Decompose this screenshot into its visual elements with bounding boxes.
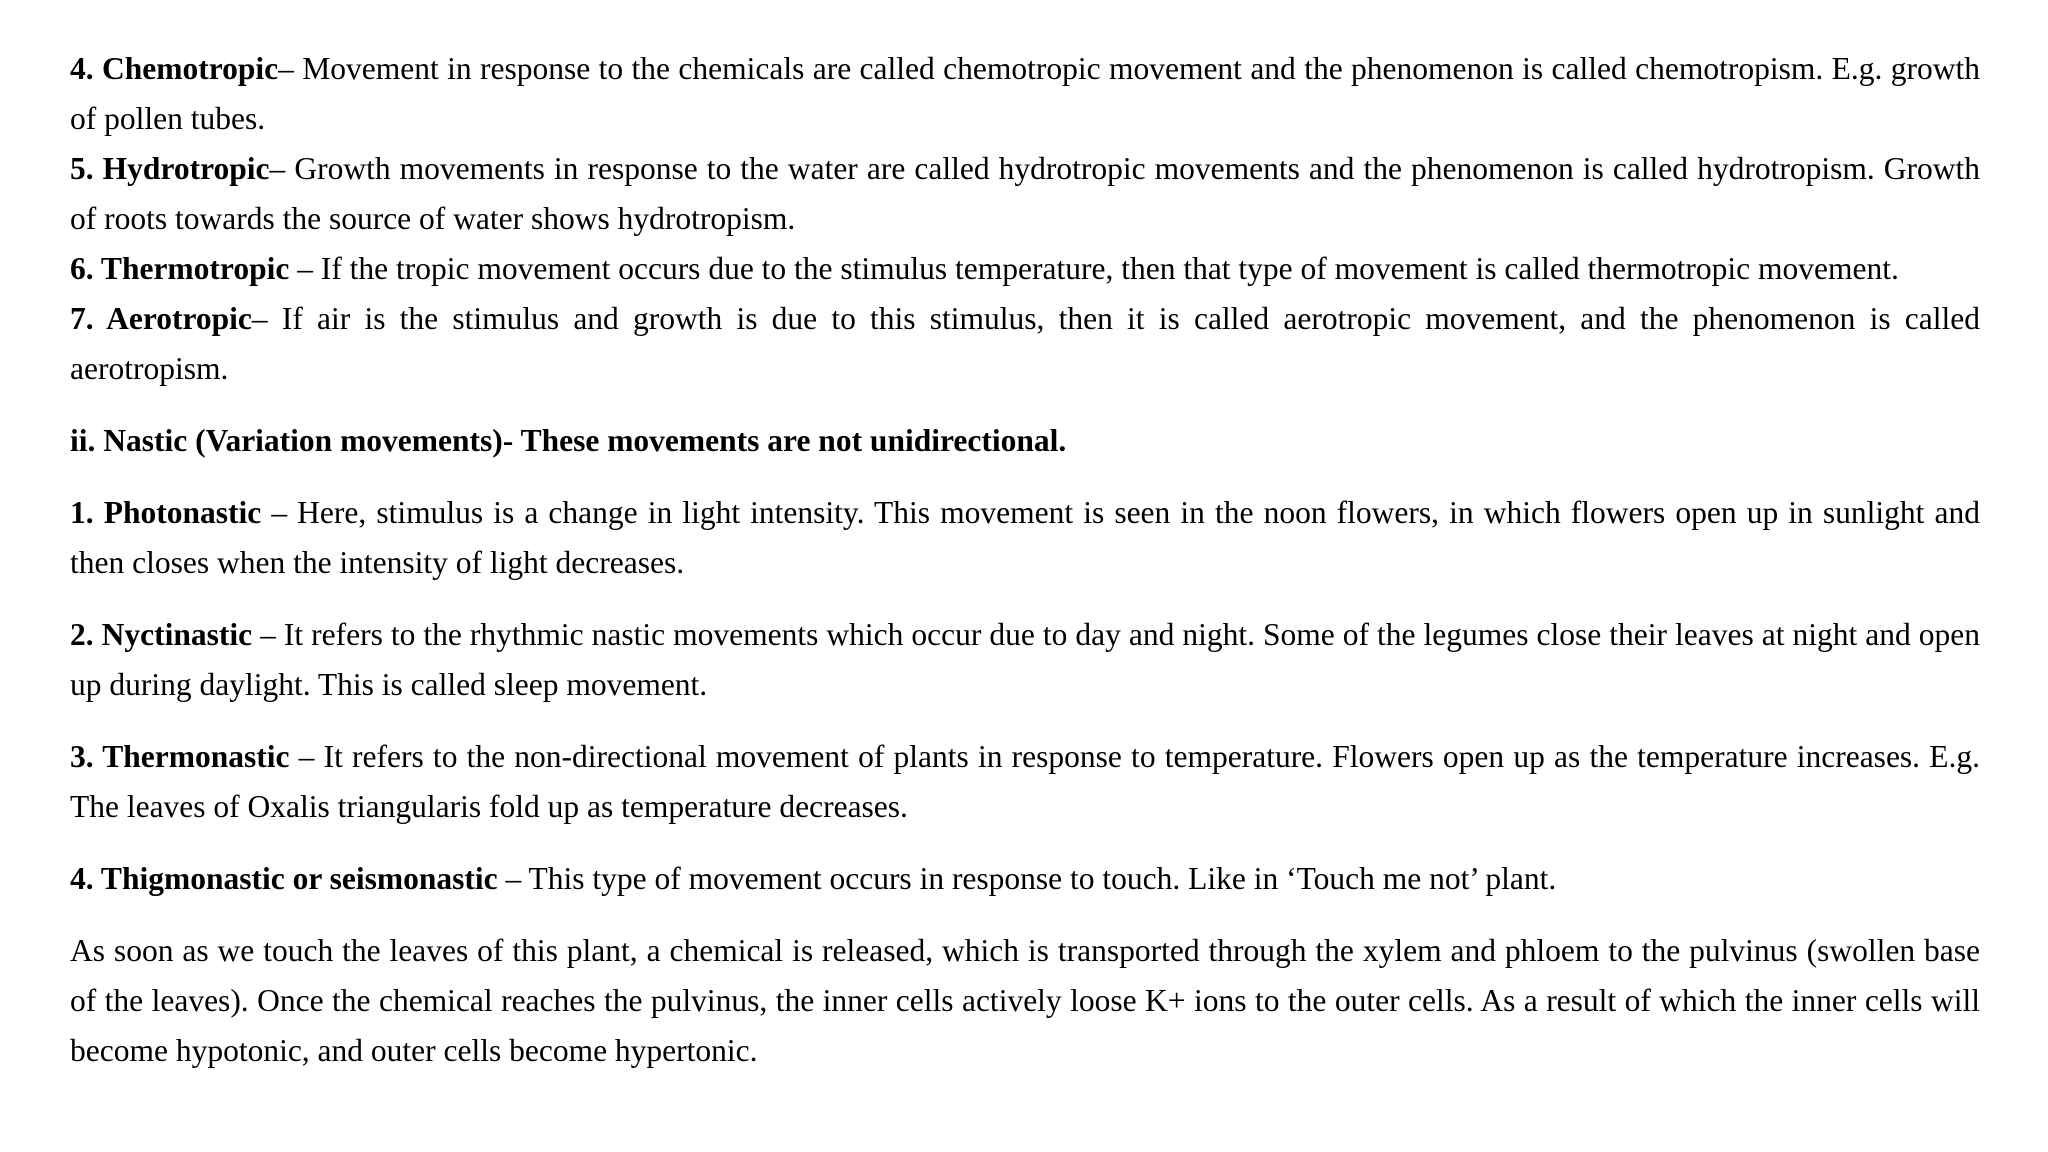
photonastic-description: – Here, stimulus is a change in light intensity. This movement is seen in the noon flowers, in which flowers open up in sunlight and then closes when the intensity of light decreases. — [70, 495, 1981, 580]
aerotropic-paragraph — [70, 294, 1980, 394]
hydrotropic-term: 5. Hydrotropic — [70, 151, 270, 186]
hydrotropic-description: – Growth movements in response to the water are called hydrotropic movements and the phenomenon is called hydrotropism. Growth of roots towards the source of water shows hydrotropism. — [70, 151, 1981, 236]
hydrotropic-paragraph — [70, 144, 1980, 244]
thigmonastic-term: 4. Thigmonastic or seismonastic — [70, 861, 498, 896]
thermotropic-paragraph — [70, 244, 1980, 294]
nastic-section-heading: ii. Nastic (Variation movements)- These movements are not unidirectional. — [70, 423, 1067, 458]
touch-mechanism-paragraph: As soon as we touch the leaves of this plant, a chemical is released, which is transported through the xylem and phloem to the pulvinus (swollen base of the leaves). Once the chemical reaches the pulvinus, the inner cells actively loose K+ ions to the outer cells. As a result of which the inner cells will become hypotonic, and outer cells become hypertonic. — [70, 933, 1980, 1068]
chemotropic-description: – Movement in response to the chemicals are called chemotropic movement and the phenomenon is called chemotropism. E.g. growth of pollen tubes. — [70, 51, 1980, 136]
chemotropic-paragraph — [70, 44, 1980, 144]
thigmonastic-description: – This type of movement occurs in response to touch. Like in ‘Touch me not’ plant. — [497, 861, 1557, 896]
thigmonastic-paragraph — [70, 854, 1980, 904]
thermotropic-term: 6. Thermotropic — [70, 251, 290, 286]
document-page — [70, 44, 1980, 1076]
chemotropic-term: 4. Chemotropic — [70, 51, 279, 86]
photonastic-term: 1. Photonastic — [70, 495, 262, 530]
thermonastic-description: – It refers to the non-directional movement of plants in response to temperature. Flowers open up as the temperature increases. E.g. The leaves of Oxalis triangularis fold up as temperature decreases. — [70, 739, 1980, 824]
aerotropic-description: – If air is the stimulus and growth is due to this stimulus, then it is called aerotropic movement, and the phenomenon is called aerotropism. — [70, 301, 1980, 386]
thermotropic-description: – If the tropic movement occurs due to the stimulus temperature, then that type of movement is called thermotropic movement. — [289, 251, 1899, 286]
nyctinastic-paragraph — [70, 610, 1980, 710]
thermonastic-term: 3. Thermonastic — [70, 739, 290, 774]
aerotropic-term: 7. Aerotropic — [70, 301, 252, 336]
nyctinastic-term: 2. Nyctinastic — [70, 617, 253, 652]
photonastic-paragraph — [70, 488, 1980, 588]
thermonastic-paragraph — [70, 732, 1980, 832]
nyctinastic-description: – It refers to the rhythmic nastic movements which occur due to day and night. Some of the legumes close their leaves at night and open up during daylight. This is called sleep movement. — [70, 617, 1980, 702]
